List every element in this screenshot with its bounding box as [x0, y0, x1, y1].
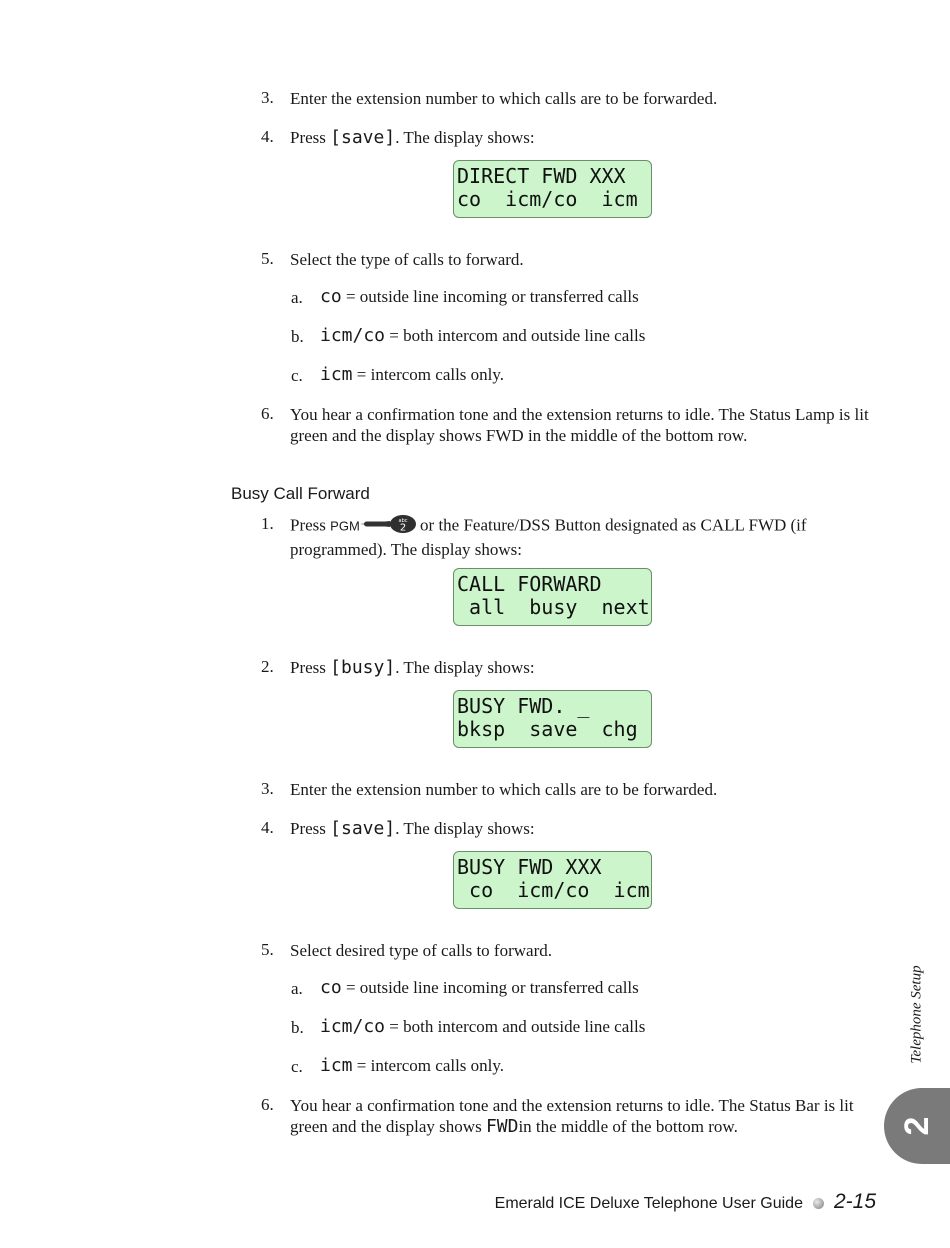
step-text: Enter the extension number to which calls are to be forwarded. — [290, 780, 718, 799]
dial-key-number: 2 — [399, 522, 406, 534]
step-text: Enter the extension number to which calls are to be forwarded. — [290, 89, 718, 108]
dial-key-icon — [360, 514, 416, 539]
step-number: 3. — [261, 779, 274, 798]
lcd-line-2: co icm/co icm — [457, 187, 638, 211]
chapter-title-text: Telephone Setup — [908, 965, 925, 1064]
step-text-post: in the middle of the bottom row. — [518, 1117, 738, 1136]
option-letter: b. — [291, 327, 304, 346]
lcd-line-2: all busy next — [457, 595, 650, 619]
lcd-line-1: CALL FORWARD — [457, 572, 602, 596]
lcd-display — [453, 690, 652, 748]
option-key: icm — [320, 1055, 353, 1076]
option-key: icm/co — [320, 325, 386, 346]
step-text — [290, 818, 880, 839]
step-text-post: . The display shows: — [395, 819, 535, 838]
step-text-post: or the Feature/DSS Button designated as CALL FWD (if programmed). The display shows: — [290, 515, 807, 559]
option-letter: c. — [291, 1057, 303, 1076]
step-number: 6. — [261, 1095, 274, 1114]
step-number: 6. — [261, 404, 274, 423]
dial-key-letters: abc — [398, 518, 408, 524]
lcd-line-2: bksp save chg — [457, 717, 638, 741]
step-number: 4. — [261, 127, 274, 146]
display-indicator: FWD — [485, 1116, 519, 1137]
option-text — [320, 1016, 645, 1037]
option-desc: = intercom calls only. — [352, 365, 505, 384]
step-text-pre: Press — [290, 658, 331, 677]
option-desc: = intercom calls only. — [352, 1056, 505, 1075]
option-letter: b. — [291, 1018, 304, 1037]
step-number: 2. — [261, 657, 274, 676]
option-letter: a. — [291, 288, 303, 307]
section-heading: Busy Call Forward — [231, 484, 370, 503]
option-text — [320, 286, 639, 307]
pgm-label: PGM — [330, 518, 360, 534]
lcd-display — [453, 851, 652, 909]
option-desc: = both intercom and outside line calls — [385, 326, 646, 345]
option-text — [320, 977, 639, 998]
chapter-title-vertical — [907, 958, 927, 1078]
footer-title: Emerald ICE Deluxe Telephone User Guide — [494, 1195, 803, 1212]
step-text: Select desired type of calls to forward. — [290, 941, 552, 960]
step-text — [290, 127, 880, 148]
step-text: You hear a confirmation tone and the extension returns to idle. The Status Lamp is lit green and the display shows FWD in the middle of the bottom row. — [290, 405, 869, 445]
option-desc: = both intercom and outside line calls — [385, 1017, 646, 1036]
step-text: Select the type of calls to forward. — [290, 250, 524, 269]
option-key: icm/co — [320, 1016, 386, 1037]
step-text — [290, 514, 880, 560]
step-text-pre: You hear a confirmation tone and the extension returns to idle. The Status Bar is lit green and the display shows — [290, 1096, 854, 1136]
chapter-tab — [884, 1088, 950, 1164]
lcd-line-1: BUSY FWD. _ — [457, 694, 590, 718]
option-letter: c. — [291, 366, 303, 385]
step-text-post: . The display shows: — [395, 658, 535, 677]
page-footer — [480, 1190, 876, 1214]
chapter-number: 2 — [897, 1116, 936, 1136]
option-text — [320, 364, 504, 385]
step-number: 5. — [261, 940, 274, 959]
option-key: co — [320, 286, 342, 307]
step-text — [290, 657, 880, 678]
softkey-label: [save] — [330, 127, 396, 148]
step-text-pre: Press — [290, 515, 331, 535]
page-number: 2-15 — [833, 1190, 876, 1213]
lcd-line-1: DIRECT FWD XXX — [457, 164, 626, 188]
bullet-icon — [813, 1198, 824, 1209]
step-text-pre: Press — [290, 128, 331, 147]
lcd-display — [453, 160, 652, 218]
step-number: 5. — [261, 249, 274, 268]
step-number: 3. — [261, 88, 274, 107]
option-key: co — [320, 977, 342, 998]
step-text — [290, 1095, 880, 1137]
option-text — [320, 1055, 504, 1076]
option-desc: = outside line incoming or transferred calls — [341, 978, 639, 997]
softkey-label: [save] — [330, 818, 396, 839]
softkey-label: [busy] — [330, 657, 396, 678]
option-text — [320, 325, 645, 346]
option-key: icm — [320, 364, 353, 385]
lcd-display — [453, 568, 652, 626]
option-desc: = outside line incoming or transferred calls — [341, 287, 639, 306]
step-text-post: . The display shows: — [395, 128, 535, 147]
step-number: 1. — [261, 514, 274, 533]
step-number: 4. — [261, 818, 274, 837]
option-letter: a. — [291, 979, 303, 998]
lcd-line-2: co icm/co icm — [457, 878, 650, 902]
lcd-line-1: BUSY FWD XXX — [457, 855, 602, 879]
step-text-pre: Press — [290, 819, 331, 838]
